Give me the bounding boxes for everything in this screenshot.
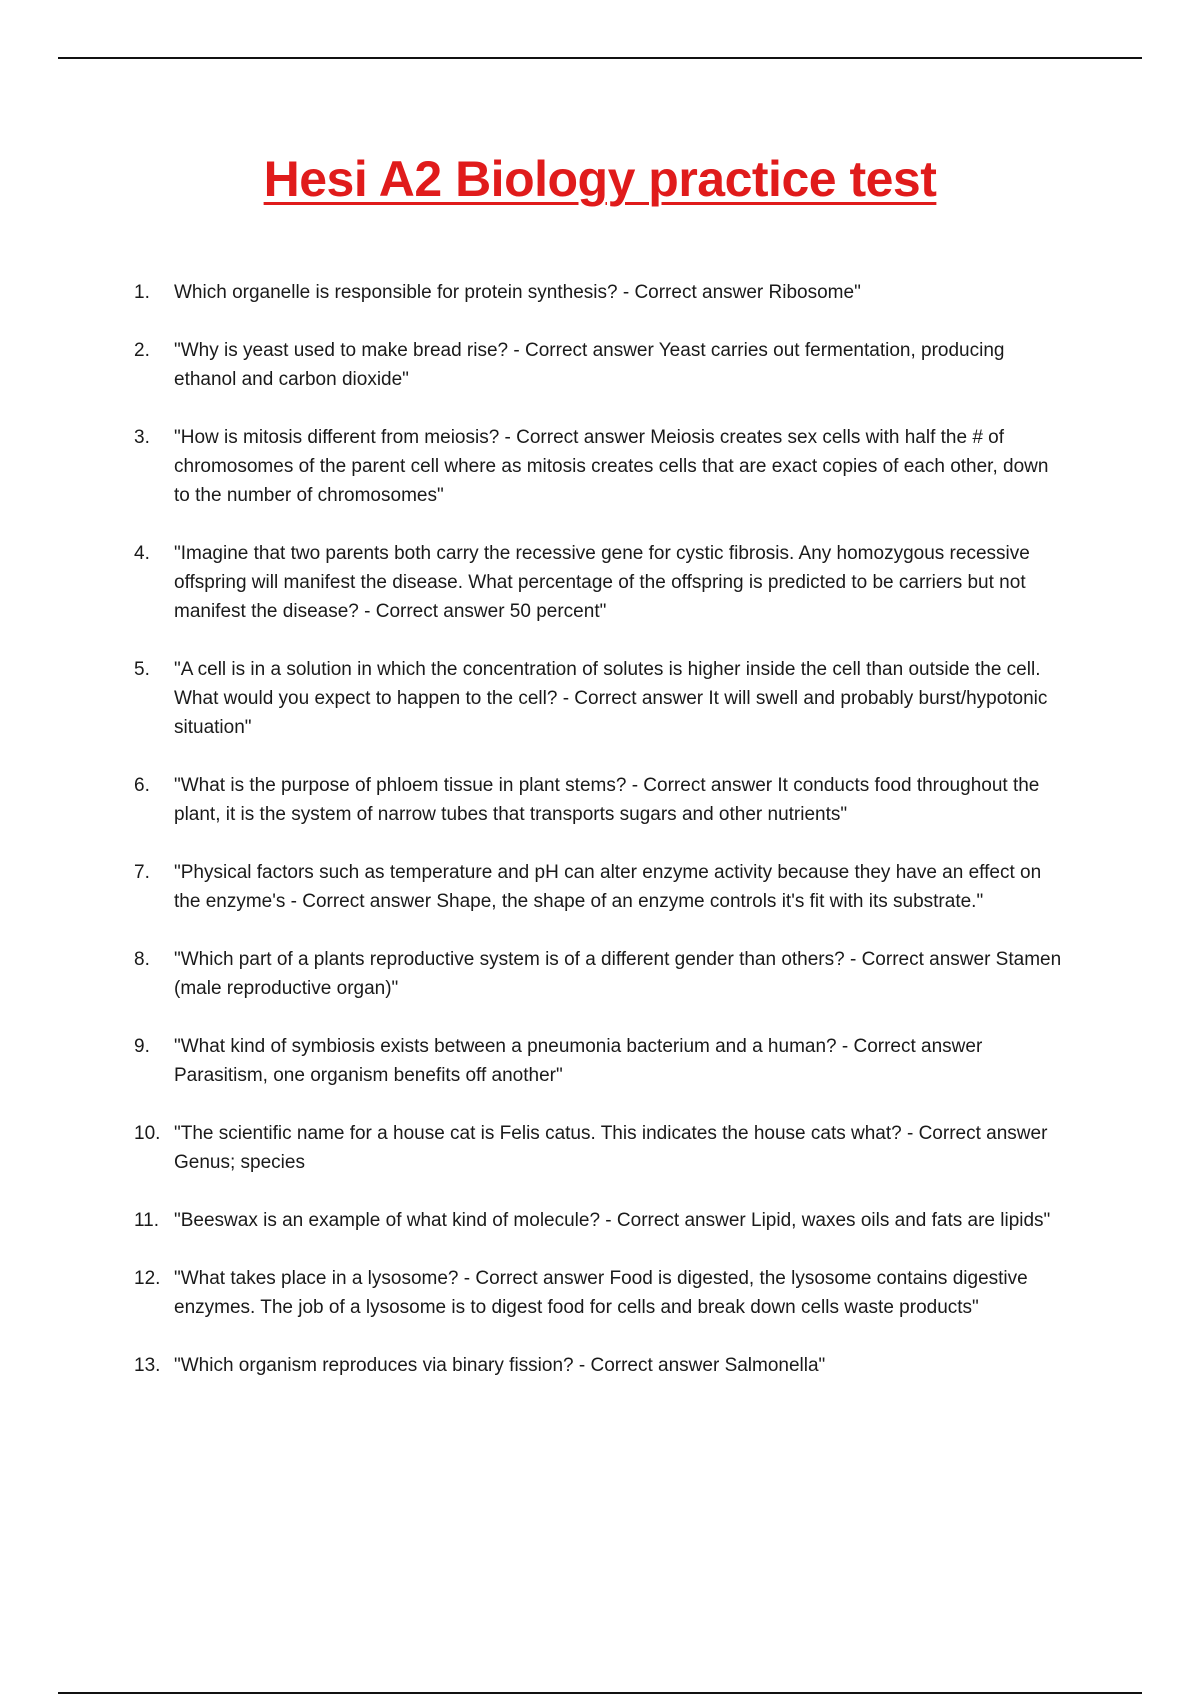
question-text: "Why is yeast used to make bread rise? - Correct answer Yeast carries out fermentation, producing ethanol and carbon dioxide": [174, 340, 1005, 390]
question-text: "Imagine that two parents both carry the recessive gene for cystic fibrosis. Any homozygous recessive offspring will manifest the disease. What percentage of the offspring is predicted to be carriers but not manifest the disease? - Correct answer 50 percent": [174, 543, 1030, 622]
footer-rule: [58, 1692, 1142, 1694]
question-number: 8.: [134, 949, 150, 970]
question-number: 2.: [134, 340, 150, 361]
question-number: 7.: [134, 862, 150, 883]
question-number: 5.: [134, 659, 150, 680]
question-item: [134, 1032, 1069, 1090]
question-number: 10.: [134, 1123, 161, 1144]
question-text: Which organelle is responsible for protein synthesis? - Correct answer Ribosome": [174, 282, 861, 303]
question-text: "Which organism reproduces via binary fission? - Correct answer Salmonella": [174, 1355, 826, 1376]
header-rule: [58, 57, 1142, 59]
question-number: 11.: [134, 1210, 160, 1231]
question-text: "Physical factors such as temperature and pH can alter enzyme activity because they have an effect on the enzyme's - Correct answer Shape, the shape of an enzyme controls it's fit with its substrate.": [174, 862, 1042, 912]
question-item: [134, 1119, 1069, 1177]
question-text: "Which part of a plants reproductive system is of a different gender than others? - Correct answer Stamen (male reproductive organ)": [174, 949, 1062, 999]
question-text: "What takes place in a lysosome? - Correct answer Food is digested, the lysosome contains digestive enzymes. The job of a lysosome is to digest food for cells and break down cells waste products": [174, 1268, 1028, 1318]
question-item: [134, 278, 1069, 307]
question-number: 9.: [134, 1036, 150, 1057]
question-item: [134, 539, 1069, 626]
question-number: 1.: [134, 282, 150, 303]
question-text: "A cell is in a solution in which the concentration of solutes is higher inside the cell than outside the cell. What would you expect to happen to the cell? - Correct answer It will swell and probably burst/hypotonic situation": [174, 659, 1048, 738]
question-number: 3.: [134, 427, 150, 448]
question-item: [134, 945, 1069, 1003]
question-number: 13.: [134, 1355, 161, 1376]
question-item: [134, 1264, 1069, 1322]
question-number: 4.: [134, 543, 150, 564]
question-number: 12.: [134, 1268, 161, 1289]
document-title: Hesi A2 Biology practice test: [263, 151, 937, 207]
question-item: [134, 655, 1069, 742]
question-item: [134, 336, 1069, 394]
question-text: "The scientific name for a house cat is Felis catus. This indicates the house cats what? - Correct answer Genus; species: [174, 1123, 1048, 1173]
question-item: [134, 1351, 1069, 1380]
question-text: "Beeswax is an example of what kind of molecule? - Correct answer Lipid, waxes oils and fats are lipids": [174, 1210, 1051, 1231]
question-item: [134, 771, 1069, 829]
question-item: [134, 423, 1069, 510]
question-number: 6.: [134, 775, 150, 796]
question-item: [134, 1206, 1069, 1235]
question-text: "How is mitosis different from meiosis? - Correct answer Meiosis creates sex cells with half the # of chromosomes of the parent cell where as mitosis creates cells that are exact copies of each other, down to the number of chromosomes": [174, 427, 1049, 506]
question-text: "What is the purpose of phloem tissue in plant stems? - Correct answer It conducts food throughout the plant, it is the system of narrow tubes that transports sugars and other nutrients": [174, 775, 1040, 825]
question-item: [134, 858, 1069, 916]
question-list: [134, 278, 1069, 1409]
question-text: "What kind of symbiosis exists between a pneumonia bacterium and a human? - Correct answer Parasitism, one organism benefits off another": [174, 1036, 983, 1086]
